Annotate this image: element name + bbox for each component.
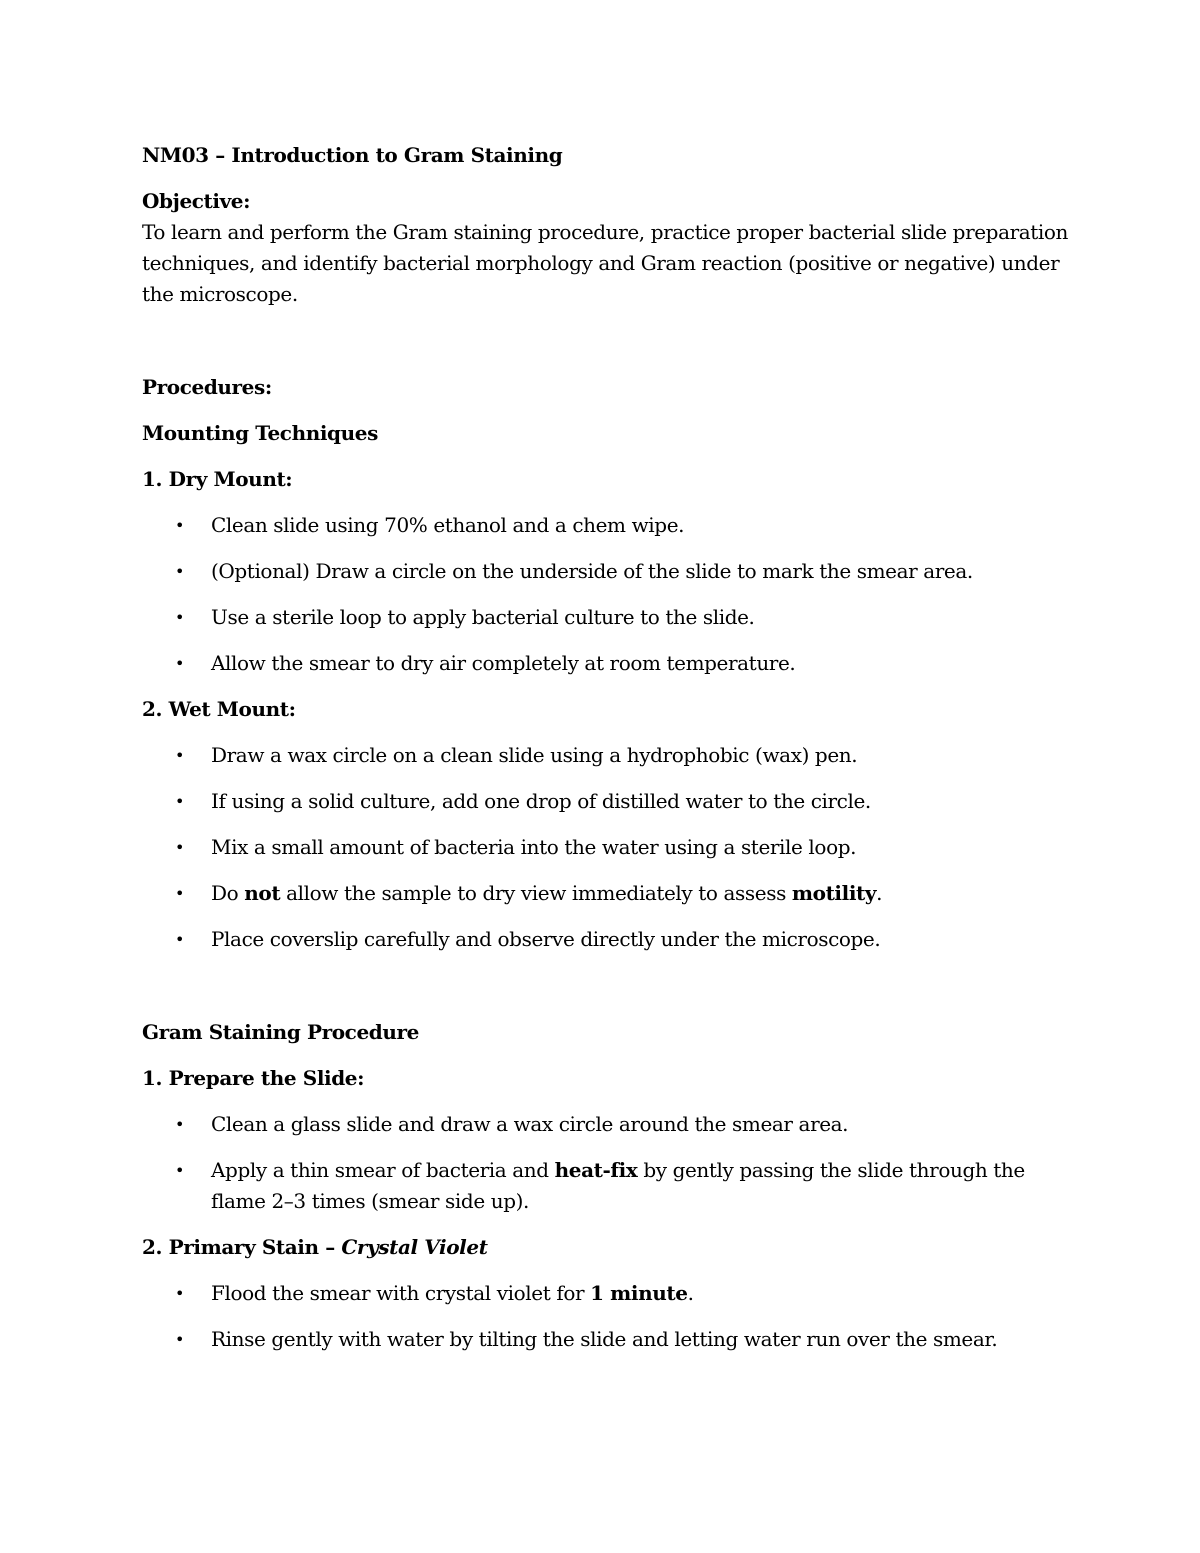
- objective-label: Objective:: [142, 189, 251, 213]
- list-item: • Draw a wax circle on a clean slide using a hydrophobic (wax) pen.: [142, 740, 1072, 771]
- document-body: [142, 140, 1072, 1370]
- bullet-icon: •: [175, 562, 185, 581]
- document-title: NM03 – Introduction to Gram Staining: [142, 143, 563, 167]
- list-item: • Allow the smear to dry air completely at room temperature.: [142, 648, 1072, 679]
- wet-mount-list: [142, 740, 1072, 955]
- bullet-icon: •: [175, 1330, 185, 1349]
- bullet-icon: •: [175, 792, 185, 811]
- dry-mount-list: [142, 510, 1072, 679]
- bullet-icon: •: [175, 930, 185, 949]
- bullet-icon: •: [175, 838, 185, 857]
- mounting-techniques-title: Mounting Techniques: [142, 421, 378, 445]
- primary-stain-list: [142, 1278, 1072, 1355]
- list-item: • Do not allow the sample to dry view immediately to assess motility.: [142, 878, 1072, 909]
- list-item: • Clean a glass slide and draw a wax circle around the smear area.: [142, 1109, 1072, 1140]
- bullet-icon: •: [175, 516, 185, 535]
- gram-staining-title: Gram Staining Procedure: [142, 1020, 419, 1044]
- dry-mount-label: 1. Dry Mount:: [142, 467, 293, 491]
- list-item: • (Optional) Draw a circle on the underside of the slide to mark the smear area.: [142, 556, 1072, 587]
- bullet-icon: •: [175, 1115, 185, 1134]
- bullet-icon: •: [175, 608, 185, 627]
- objective-text: To learn and perform the Gram staining procedure, practice proper bacterial slide preparation techniques, and identify bacterial morphology and Gram reaction (positive or negative) under the microscope.: [142, 220, 1069, 306]
- list-item: • Apply a thin smear of bacteria and heat-fix by gently passing the slide through the flame 2–3 times (smear side up).: [142, 1155, 1072, 1217]
- prepare-slide-label: 1. Prepare the Slide:: [142, 1066, 365, 1090]
- bullet-icon: •: [175, 884, 185, 903]
- bullet-icon: •: [175, 654, 185, 673]
- bullet-icon: •: [175, 746, 185, 765]
- bullet-icon: •: [175, 1161, 185, 1180]
- list-item: • Place coverslip carefully and observe directly under the microscope.: [142, 924, 1072, 955]
- list-item: • Clean slide using 70% ethanol and a chem wipe.: [142, 510, 1072, 541]
- list-item: • Flood the smear with crystal violet for 1 minute.: [142, 1278, 1072, 1309]
- list-item: • Mix a small amount of bacteria into the water using a sterile loop.: [142, 832, 1072, 863]
- bullet-icon: •: [175, 1284, 185, 1303]
- list-item: • Use a sterile loop to apply bacterial culture to the slide.: [142, 602, 1072, 633]
- list-item: • If using a solid culture, add one drop of distilled water to the circle.: [142, 786, 1072, 817]
- wet-mount-label: 2. Wet Mount:: [142, 697, 296, 721]
- prepare-slide-list: [142, 1109, 1072, 1217]
- list-item: • Rinse gently with water by tilting the slide and letting water run over the smear.: [142, 1324, 1072, 1355]
- procedures-label: Procedures:: [142, 375, 272, 399]
- primary-stain-label: 2. Primary Stain – Crystal Violet: [142, 1235, 488, 1259]
